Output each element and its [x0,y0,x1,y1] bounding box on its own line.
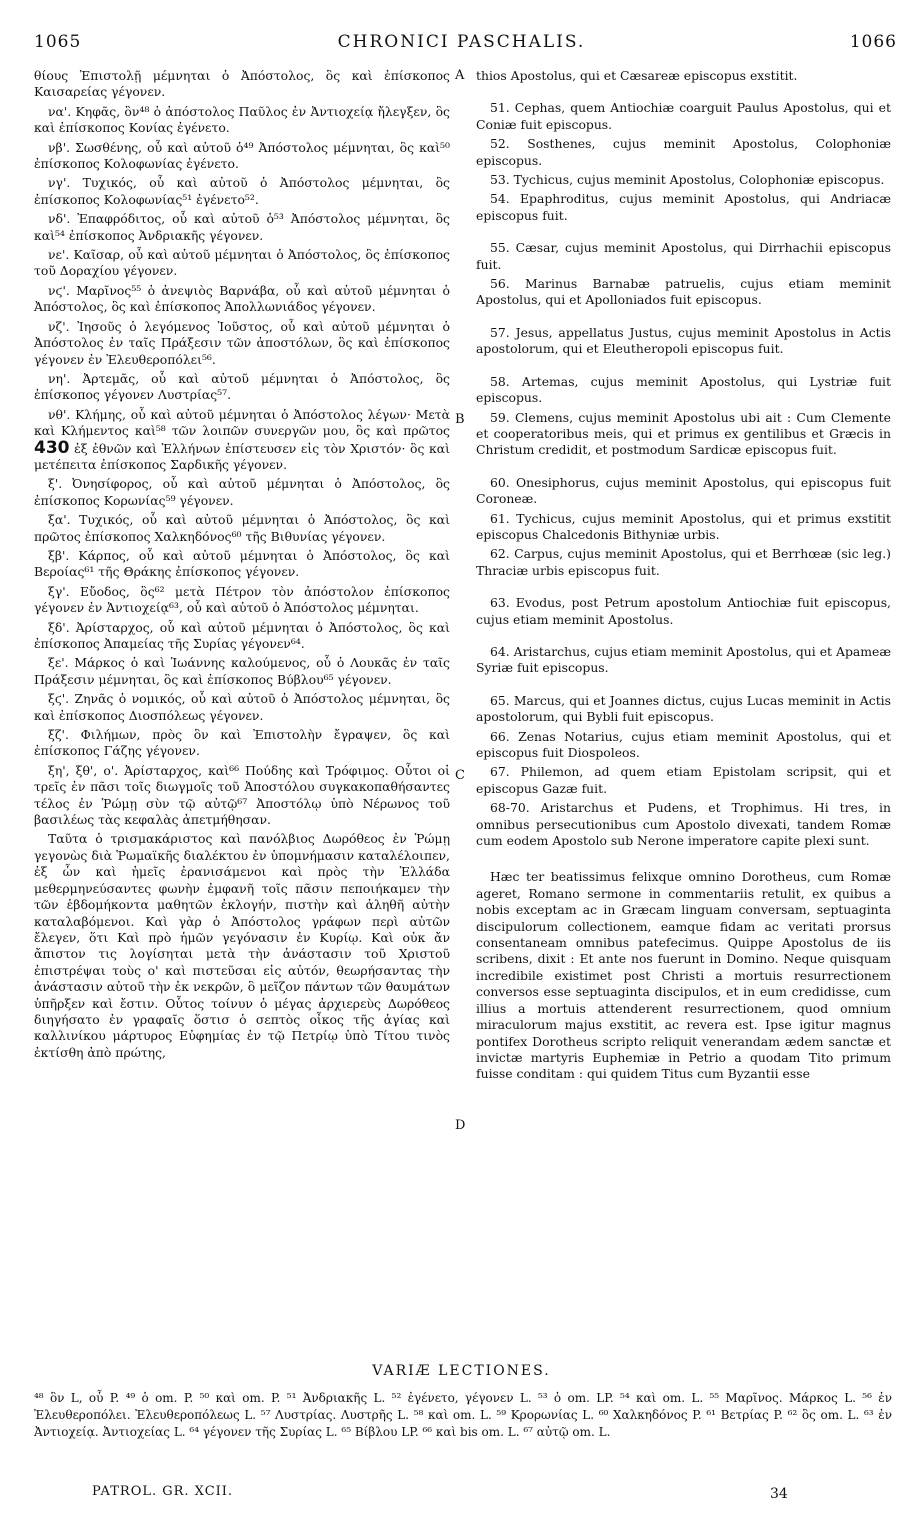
latin-para: 52. Sosthenes, cujus meminit Apostolus, Colophoniæ episcopus. [476,136,891,168]
greek-column [34,68,450,1064]
margin-marker-c: C [455,768,465,783]
greek-para: ξε'. Μάρκος ὁ καὶ Ἰωάννης καλούμενος, οὗ ὁ Λουκᾶς ἐν ταῖς Πράξεσιν μέμνηται, ὃς καὶ ἐπίσκοπος Βύβλου⁶⁵ γέγονεν. [34,655,450,687]
margin-marker-a: A [455,68,465,83]
greek-para: θίους Ἐπιστολῇ μέμνηται ὁ Ἀπόστολος, ὃς καὶ ἐπίσκοπος Καισαρείας γέγονεν. [34,68,450,100]
greek-para: νγ'. Τυχικός, οὗ καὶ αὐτοῦ ὁ Ἀπόστολος μέμνηται, ὃς ἐπίσκοπος Κολοφωνίας⁵¹ ἐγένετο⁵². [34,175,450,207]
latin-para: 68-70. Aristarchus et Pudens, et Trophimus. Hi tres, in omnibus persecutionibus cum Apostolo divexati, tandem Romæ cum eodem Apostolo sub Nerone imperatore capite plexi sunt. [476,800,891,849]
latin-para: 64. Aristarchus, cujus etiam meminit Apostolus, qui et Apameæ Syriæ fuit episcopus. [476,643,891,676]
latin-para: 63. Evodus, post Petrum apostolum Antiochiæ fuit episcopus, cujus etiam meminit Apostolus. [476,595,891,627]
latin-para: 61. Tychicus, cujus meminit Apostolus, qui et primus exstitit episcopus Chalcedonis Bithyniæ urbis. [476,510,891,542]
greek-para: νδ'. Ἐπαφρόδιτος, οὗ καὶ αὐτοῦ ὁ⁵³ Ἀπόστολος μέμνηται, ὃς καὶ⁵⁴ ἐπίσκοπος Ἀνδριακῆς γέγονεν. [34,211,450,243]
greek-para-59-text: νθ'. Κλήμης, οὗ καὶ αὐτοῦ μέμνηται ὁ Ἀπόστολος λέγων· Μετὰ καὶ Κλήμεντος καὶ⁵⁸ τῶν λοιπῶν συνεργῶν μου, ὃς καὶ πρῶτος [34,406,450,439]
greek-para: νε'. Καῖσαρ, οὗ καὶ αὐτοῦ μέμνηται ὁ Ἀπόστολος, ὃς ἐπίσκοπος τοῦ Δοραχίου γέγονεν. [34,247,450,279]
latin-para: 58. Artemas, cujus meminit Apostolus, qui Lystriæ fuit episcopus. [476,373,891,406]
running-title: CHRONICI PASCHALIS. [337,32,586,52]
greek-para: ξβ'. Κάρπος, οὗ καὶ αὐτοῦ μέμνηται ὁ Ἀπόστολος, ὃς καὶ Βεροίας⁶¹ τῆς Θράκης ἐπίσκοπος γέγονεν. [34,547,450,580]
margin-marker-b: B [455,412,465,427]
latin-para: 57. Jesus, appellatus Justus, cujus meminit Apostolus in Actis apostolorum, qui et Eleutheropoli episcopus fuit. [476,324,891,357]
right-page-number: 1066 [849,32,897,52]
latin-para: 60. Onesiphorus, cujus meminit Apostolus, qui episcopus fuit Coroneæ. [476,474,891,507]
latin-para: 53. Tychicus, cujus meminit Apostolus, Colophoniæ episcopus. [490,172,885,188]
greek-para: να'. Κηφᾶς, ὃν⁴⁸ ὁ ἀπόστολος Παῦλος ἐν Ἀντιοχείᾳ ἤλεγξεν, ὃς καὶ ἐπίσκοπος Κονίας ἐγένετο. [34,103,450,136]
latin-para: 65. Marcus, qui et Joannes dictus, cujus Lucas meminit in Actis apostolorum, qui Bybli fuit episcopus. [476,692,891,725]
footer-signature: PATROL. GR. XCII. [92,1484,234,1499]
greek-para: νϛ'. Μαρῖνος⁵⁵ ὁ ἀνεψιὸς Βαρνάβα, οὗ καὶ αὐτοῦ μέμνηται ὁ Ἀπόστολος, ὃς καὶ ἐπίσκοπος Ἀπολλωνιάδος γέγονεν. [34,282,450,315]
greek-para: νβ'. Σωσθένης, οὗ καὶ αὐτοῦ ὁ⁴⁹ Ἀπόστολος μέμνηται, ὃς καὶ⁵⁰ ἐπίσκοπος Κολοφωνίας ἐγένετο. [34,139,450,172]
greek-para-59 [34,407,450,474]
latin-para: thios Apostolus, qui et Cæsareæ episcopus exstitit. [476,68,798,83]
greek-para: Ταῦτα ὁ τρισμακάριστος καὶ πανόλβιος Δωρόθεος ἐν Ῥώμῃ γεγονὼς διὰ Ῥωμαϊκῆς διαλέκτου ἐν ὑπομνήμασιν καταλέλοιπεν, ἐξ ὧν καὶ ἡμεῖς ἐρανισάμενοι καὶ πρὸς τὴν Ἑλλάδα μεθερμηνεύσαντες φωνὴν ἐμφανῆ τοῖς πᾶσιν πεποιήκαμεν τὴν τῶν ἑβδομήκοντα μαθητῶν ἐκλογήν, πιστὴν καὶ ἀληθῆ αὐτὴν καταλαβόμενοι. Καὶ γὰρ ὁ Ἀπόστολος γράφων περὶ αὐτῶν ἔλεγεν, ὅτι Καὶ πρὸ ἡμῶν γεγόνασιν ἐν Κυρίῳ. Καὶ οὐκ ἄν ἄπιστον τις λογίσηται μετὰ τὴν ἀνάστασιν τοῦ Χριστοῦ ἐπιστρέψαι τοὺς ο' καὶ πιστεῦσαι εἰς αὐτόν, θεωρήσαντας τὴν ἀνάστασιν αὐτοῦ τὴν ἐκ νεκρῶν, ὃ μεῖζον πάντων τῶν θαυμάτων ὑπῆρξεν καὶ ἔστιν. Οὗτος τοίνυν ὁ μέγας ἀρχιερεὺς Δωρόθεος διηγήσατο ἐν γραφαῖς ὅστισ ὁ σεπτὸς οἶκος τῆς ἁγίας καὶ καλλινίκου μάρτυρος Εὐφημίας ἐν τῷ Πετρίῳ ὑπὸ Τίτου τινὸς ἐκτίσθη ἀπὸ πρώτης, [34,831,450,1060]
latin-para: Hæc ter beatissimus felixque omnino Dorotheus, cum Romæ ageret, Romano sermone in commentariis retulit, ex quibus a nobis exceptam ac in Græcam linguam conversam, septuaginta discipulorum collectionem, eamque fidam ac veritati prorsus consentaneam omnibus patefecimus. Quippe Apostolus de iis scribens, dixit : Et ante nos fuerunt in Domino. Neque quisquam incredibile existimet post Christi a mortuis resurrectionem conversos esse septuaginta discipulos, et in eum credidisse, cum illius a mortuis attenderent resurrectionem, quod omnium miraculorum majus exstitit, ac revera est. Ipse igitur magnus pontifex Dorotheus scripto reliquit venerandam ædem sanctæ et invictæ martyris Euphemiæ in Petrio a quodam Tito primum fuisse conditam : qui quidem Titus cum Byzantii esse [476,869,891,1082]
column-number-430: 430 [34,437,70,458]
latin-para: 66. Zenas Notarius, cujus etiam meminit Apostolus, qui et episcopus fuit Diospoleos. [476,728,891,760]
margin-marker-d: D [455,1118,466,1133]
latin-para: 62. Carpus, cujus meminit Apostolus, qui et Berrhœæ (sic leg.) Thraciæ urbis episcopus fuit. [476,546,891,578]
latin-para: 51. Cephas, quem Antiochiæ coarguit Paulus Apostolus, qui et Coniæ fuit episcopus. [476,100,891,132]
greek-para: νη'. Ἀρτεμᾶς, οὗ καὶ αὐτοῦ μέμνηται ὁ Ἀπόστολος, ὃς ἐπίσκοπος γέγονεν Λυστρίας⁵⁷. [34,370,450,403]
greek-para: ξϛ'. Ζηνᾶς ὁ νομικός, οὗ καὶ αὐτοῦ ὁ Ἀπόστολος μέμνηται, ὃς καὶ ἐπίσκοπος Διοσπόλεως γέγονεν. [34,691,450,723]
greek-para-59-continuation: ἐξ ἐθνῶν καὶ Ἑλλήνων ἐπίστευσεν εἰς τὸν Χριστόν· ὃς καὶ μετέπειτα ἐπίσκοπος Σαρδικῆς γέγονεν. [34,440,450,472]
latin-para: 59. Clemens, cujus meminit Apostolus ubi ait : Cum Clemente et cooperatoribus meis, qui et primus ex gentilibus et Græcis in Christum credidit, et postmodum Sardicæ episcopus fuit. [476,409,891,458]
greek-para: νζ'. Ἰησοῦς ὁ λεγόμενος Ἰοῦστος, οὗ καὶ αὐτοῦ μέμνηται ὁ Ἀπόστολος ἐν ταῖς Πράξεσιν τῶν ἀποστόλων, ὃς καὶ ἐπίσκοπος γέγονεν ἐν Ἐλευθεροπόλει⁵⁶. [34,318,450,367]
left-page-number: 1065 [34,32,82,52]
greek-para: ξζ'. Φιλήμων, πρὸς ὃν καὶ Ἐπιστολὴν ἔγραψεν, ὃς καὶ ἐπίσκοπος Γάζης γέγονεν. [34,727,450,759]
greek-para: ξγ'. Εὔοδος, ὃς⁶² μετὰ Πέτρον τὸν ἀπόστολον ἐπίσκοπος γέγονεν ἐν Ἀντιοχείᾳ⁶³, οὗ καὶ αὐτοῦ ὁ Ἀπόστολος μέμνηται. [34,583,450,616]
variae-lectiones-notes: ⁴⁸ ὃν L, οὗ P. ⁴⁹ ὁ om. P. ⁵⁰ καὶ om. P. ⁵¹ Ἀνδριακῆς L. ⁵² ἐγένετο, γέγονεν L. ⁵³ ὁ om. LP. ⁵⁴ καὶ om. L. ⁵⁵ Μαρῖνος. Μάρκος L. ⁵⁶ ἐν Ἐλευθεροπόλει. Ἐλευθεροπόλεως L. ⁵⁷ Λυστρίας. Λυστρῆς L. ⁵⁸ καὶ om. L. ⁵⁹ Κρορωνίας L. ⁶⁰ Χαλκηδόνος P. ⁶¹ Βετρίας P. ⁶² ὃς om. L. ⁶³ ἐν Ἀντιοχείᾳ. Ἀντιοχείας L. ⁶⁴ γέγονεν τῆς Συρίας L. ⁶⁵ Βίβλου LP. ⁶⁶ καὶ bis om. L. ⁶⁷ αὐτῷ om. L. [34,1391,892,1439]
latin-column [476,68,891,1086]
greek-para: ξα'. Τυχικός, οὗ καὶ αὐτοῦ μέμνηται ὁ Ἀπόστολος, ὃς καὶ πρῶτος ἐπίσκοπος Χαλκηδόνος⁶⁰ τῆς Βιθυνίας γέγονεν. [34,512,450,544]
greek-para: ξη', ξθ', ο'. Ἀρίσταρχος, καὶ⁶⁶ Πούδης καὶ Τρόφιμος. Οὗτοι οἱ τρεῖς ἐν πᾶσι τοῖς διωγμοῖς τοῦ Ἀποστόλου συγκακοπαθήσαντες τέλος ἐν Ῥώμῃ σὺν τῷ αὐτῷ⁶⁷ Ἀποστόλῳ ὑπὸ Νέρωνος τοῦ βασιλέως τὰς κεφαλὰς ἀπετμήθησαν. [34,762,450,828]
latin-para: 54. Epaphroditus, cujus meminit Apostolus, qui Andriacæ episcopus fuit. [476,191,891,223]
greek-para: ξ'. Ὀνησίφορος, οὗ καὶ αὐτοῦ μέμνηται ὁ Ἀπόστολος, ὃς ἐπίσκοπος Κορωνίας⁵⁹ γέγονεν. [34,476,450,508]
variae-lectiones-title: VARIÆ LECTIONES. [372,1363,551,1379]
latin-para: 67. Philemon, ad quem etiam Epistolam scripsit, qui et episcopus Gazæ fuit. [476,764,891,796]
greek-para: ξδ'. Ἀρίσταρχος, οὗ καὶ αὐτοῦ μέμνηται ὁ Ἀπόστολος, ὃς καὶ ἐπίσκοπος Ἀπαμείας τῆς Συρίας γέγονεν⁶⁴. [34,619,450,651]
page-header [16,32,907,54]
latin-para: 55. Cæsar, cujus meminit Apostolus, qui Dirrhachii episcopus fuit. [476,240,891,272]
latin-para: 56. Marinus Barnabæ patruelis, cujus etiam meminit Apostolus, qui et Apolloniados fuit episcopus. [476,276,891,308]
footer-sheet-number: 34 [770,1486,788,1502]
